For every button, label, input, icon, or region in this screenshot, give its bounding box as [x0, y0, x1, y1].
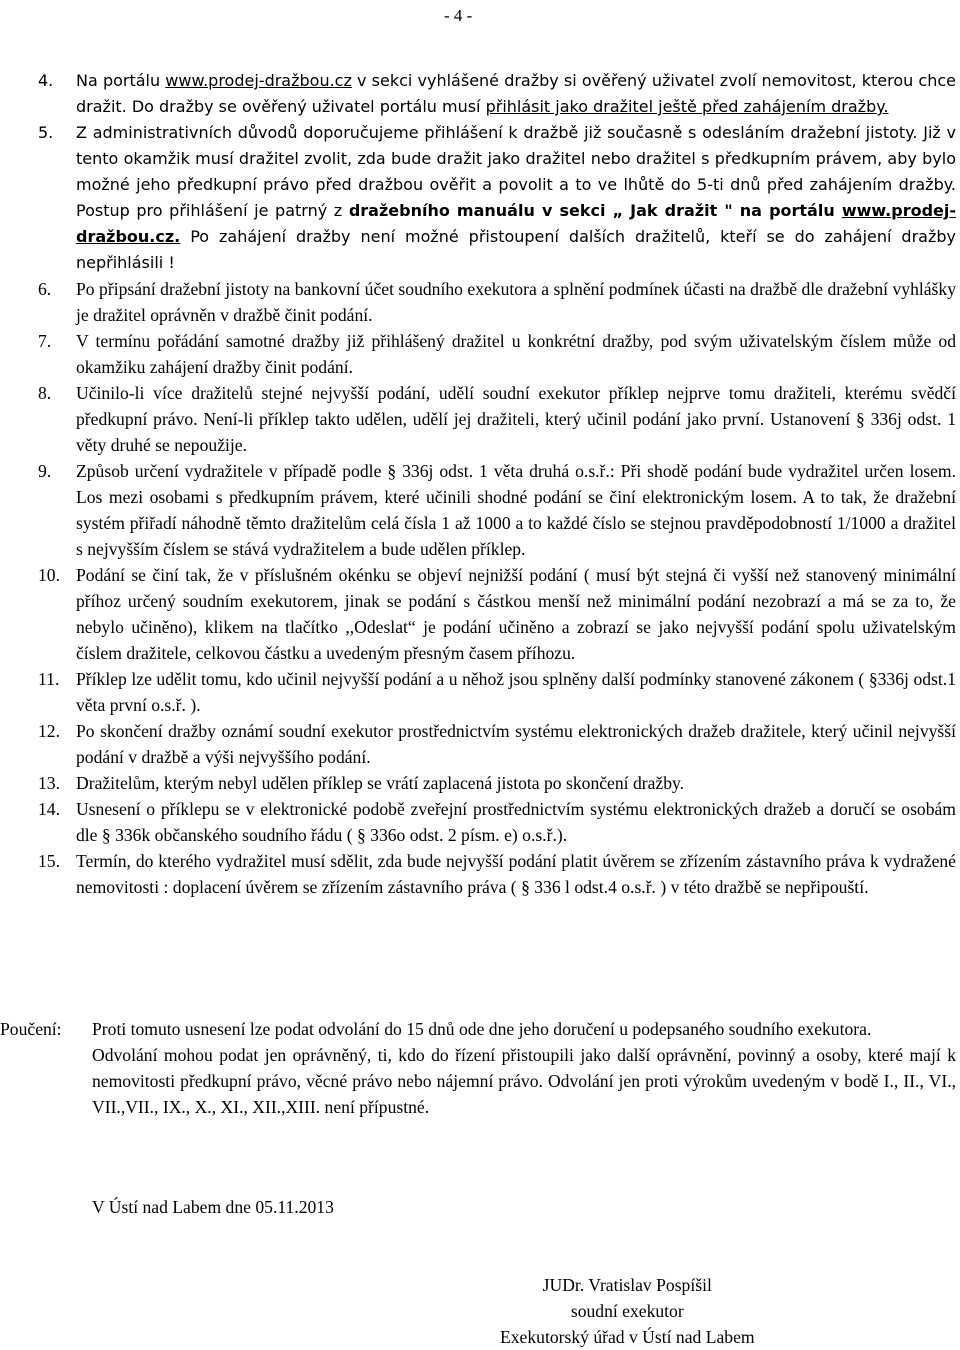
list-item-number: 10. [38, 565, 60, 585]
list-item-number: 13. [38, 773, 60, 793]
portal-link[interactable]: www.prodej-dražbou.cz. [76, 201, 957, 246]
list-item [38, 458, 956, 562]
signature-block [500, 1272, 755, 1350]
list-item [38, 328, 956, 380]
list-item-number: 8. [38, 383, 52, 403]
list-item [38, 380, 956, 458]
item-text: Způsob určení vydražitele v případě podle § 336j odst. 1 věta druhá o.s.ř.: Při shodě podání bude vydražitel určen losem. Los mezi osobami s předkupním právem, které učinili shodné podání se činí elektronickým losem. A to tak, že dražební systém přiřadí náhodně těmto dražitelům celá čísla 1 až 1000 a to každé číslo se stejnou pravděpodobností 1/1000 a dražitel s nejvyšším číslem se stává vydražitelem a bude udělen příklep. [76, 461, 956, 559]
signatory-name: JUDr. Vratislav Pospíšil [542, 1275, 712, 1295]
list-item-number: 7. [38, 331, 52, 351]
numbered-list [38, 68, 956, 900]
list-item-number: 6. [38, 279, 52, 299]
list-item [38, 68, 956, 120]
instruction-label: Poučení: [0, 1019, 62, 1039]
instruction-paragraph: Proti tomuto usnesení lze podat odvolání do 15 dnů ode dne jeho doručení u podepsaného soudního exekutora. [92, 1019, 872, 1039]
list-item [38, 718, 956, 770]
item-text: Usnesení o příklepu se v elektronické podobě zveřejní prostřednictvím systému elektronických dražeb a doručí se osobám dle § 336k občanského soudního řádu ( § 336o odst. 2 písm. e) o.s.ř.). [76, 799, 956, 845]
item-text: Po skončení dražby oznámí soudní exekutor prostřednictvím systému elektronických dražeb dražitele, který učinil nejvyšší podání v dražbě a výši nejvyššího podání. [76, 721, 956, 767]
date-line: V Ústí nad Labem dne 05.11.2013 [92, 1197, 334, 1217]
item-text: Termín, do kterého vydražitel musí sdělit, zda bude nejvyšší podání platit úvěrem se zřízením zástavního práva k vydražené nemovitosti : doplacení úvěrem se zřízením zástavního práva ( § 336 l odst.4 o.s.ř. ) v této dražbě se nepřipouští. [76, 851, 956, 897]
item-text: Učinilo-li více dražitelů stejné nejvyšší podání, udělí soudní exekutor příklep nejprve tomu dražiteli, kterému svědčí předkupní právo. Není-li příklep takto udělen, udělí jej dražiteli, který učinil podání jako první. Ustanovení § 336j odst. 1 věty druhé se nepoužije. [76, 383, 956, 455]
signatory-office: Exekutorský úřad v Ústí nad Labem [500, 1327, 755, 1347]
list-item [38, 666, 956, 718]
item-text: Po zahájení dražby není možné přistoupení dalších dražitelů, kteří se do zahájení dražby nepřihlásili ! [76, 227, 956, 272]
instruction-section [0, 1016, 956, 1120]
item-text: Příklep lze udělit tomu, kdo učinil nejvyšší podání a u něhož jsou splněny další podmínky stanovené zákonem ( §336j odst.1 věta první o.s.ř. ). [76, 669, 956, 715]
item-text: V termínu pořádání samotné dražby již přihlášený dražitel u konkrétní dražby, pod svým uživatelským číslem může od okamžiku zahájení dražby činit podání. [76, 331, 956, 377]
instruction-paragraph: Odvolání mohou podat jen oprávněný, ti, kdo do řízení přistoupili jako další oprávnění, povinný a osoby, které mají k nemovitosti předkupní právo, věcné právo nebo nájemní právo. Odvolání jen proti výrokům uvedeným v bodě I., II., VI., VII.,VII., IX., X., XI., XII.,XIII. není přípustné. [92, 1045, 956, 1117]
list-item-number: 14. [38, 799, 60, 819]
list-item-number: 9. [38, 461, 52, 481]
portal-link[interactable]: www.prodej-dražbou.cz [165, 71, 352, 90]
list-item [38, 120, 956, 276]
underlined-text: přihlásit jako dražitel ještě před zahájením dražby. [485, 97, 889, 116]
list-item-number: 12. [38, 721, 60, 741]
item-text: Z administrativních důvodů doporučujeme přihlášení k dražbě již současně s odesláním dražební jistoty. Již v tento okamžik musí dražitel zvolit, zda bude dražit jako dražitel nebo dražitel s předkupním právem, aby bylo možné jeho předkupní právo před dražbou ověřit a povolit a to ve lhůtě do 5-ti dnů před zahájením dražby. Postup pro přihlášení je patrný z [76, 123, 956, 220]
list-item [38, 562, 956, 666]
signatory-role: soudní exekutor [570, 1301, 684, 1321]
list-item-number: 15. [38, 851, 60, 871]
list-item-number: 4. [38, 71, 54, 90]
list-item-number: 11. [38, 669, 60, 689]
list-item-number: 5. [38, 123, 54, 142]
list-item [38, 848, 956, 900]
item-text: Podání se činí tak, že v příslušném okénku se objeví nejnižší podání ( musí být stejná či vyšší než stanovený minimální příhoz určený soudním exekutorem, jinak se podání s částkou menší než minimální podání nezobrazí a má se za to, že nebylo učiněno), klikem na tlačítko ,,Odeslat“ je podání učiněno a zobrazí se jako nejvyšší podání spolu uživatelským číslem dražitele, celkovou částku a uvedeným přesným časem příhozu. [76, 565, 956, 663]
page-number: - 4 - [444, 6, 473, 25]
list-item [38, 796, 956, 848]
item-text: Na portálu [76, 71, 166, 90]
list-item [38, 276, 956, 328]
item-text: v sekci vyhlášené dražby si ověřený uživatel zvolí nemovitost, kterou chce dražit. Do dražby se ověřený uživatel portálu musí [76, 71, 956, 116]
list-item [38, 770, 956, 796]
bold-text: dražebního manuálu v sekci „ Jak dražit " na portálu [348, 201, 842, 220]
item-text: Po připsání dražební jistoty na bankovní účet soudního exekutora a splnění podmínek účasti na dražbě dle dražební vyhlášky je dražitel oprávněn v dražbě činit podání. [76, 279, 956, 325]
item-text: Dražitelům, kterým nebyl udělen příklep se vrátí zaplacená jistota po skončení dražby. [76, 773, 685, 793]
